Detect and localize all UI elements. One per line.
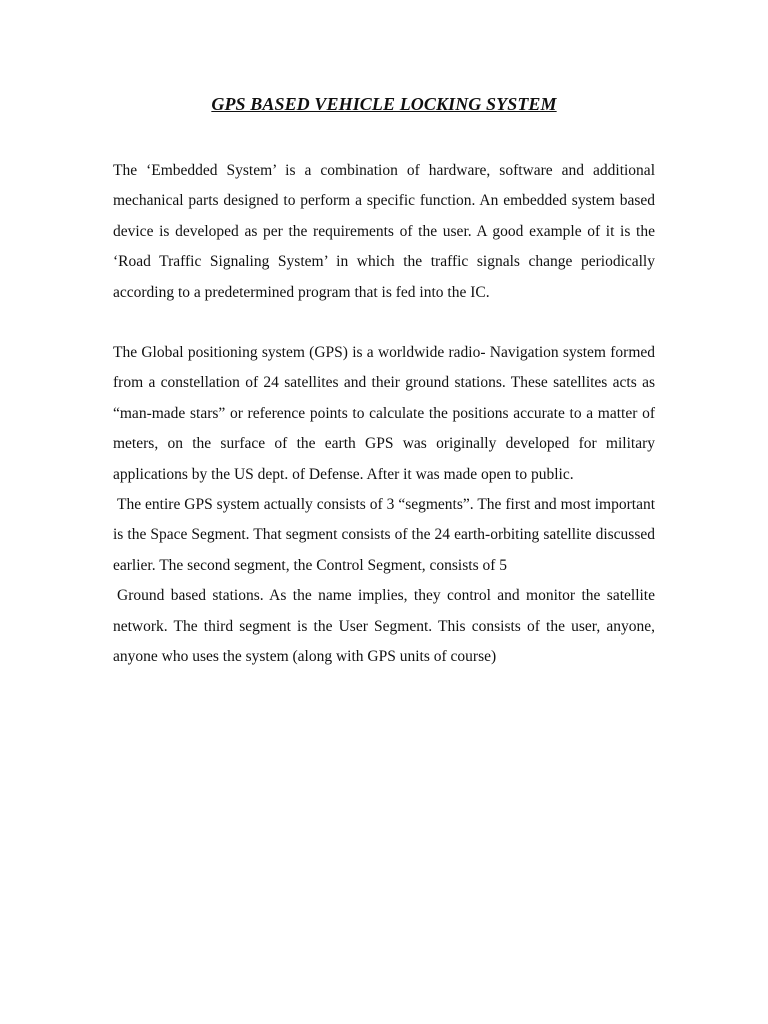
paragraph-gps-overview: The Global positioning system (GPS) is a worldwide radio- Navigation system formed from a constellation of 24 satellites and their ground stations. These satellites acts as “man-made stars” or reference points to calculate the positions accurate to a matter of meters, on the surface of the earth GPS was originally developed for military applications by the US dept. of Defense. After it was made open to public. [113,344,655,483]
paragraph-gps-segments: The entire GPS system actually consists of 3 “segments”. The first and most important is the Space Segment. That segment consists of the 24 earth-orbiting satellite discussed earlier. The second segment, the Control Segment, consists of 5 [113,496,655,574]
paragraph-ground-stations: Ground based stations. As the name implies, they control and monitor the satellite network. The third segment is the User Segment. This consists of the user, anyone, anyone who uses the system (along with GPS units of course) [113,587,655,666]
paragraph-embedded-system: The ‘Embedded System’ is a combination of hardware, software and additional mechanical parts designed to perform a specific function. An embedded system based device is developed as per the requirements of the user. A good example of it is the ‘Road Traffic Signaling System’ in which the traffic signals change periodically according to a predetermined program that is fed into the IC. [113,162,655,301]
document-page [113,87,655,673]
document-title: GPS BASED VEHICLE LOCKING SYSTEM [211,94,557,114]
